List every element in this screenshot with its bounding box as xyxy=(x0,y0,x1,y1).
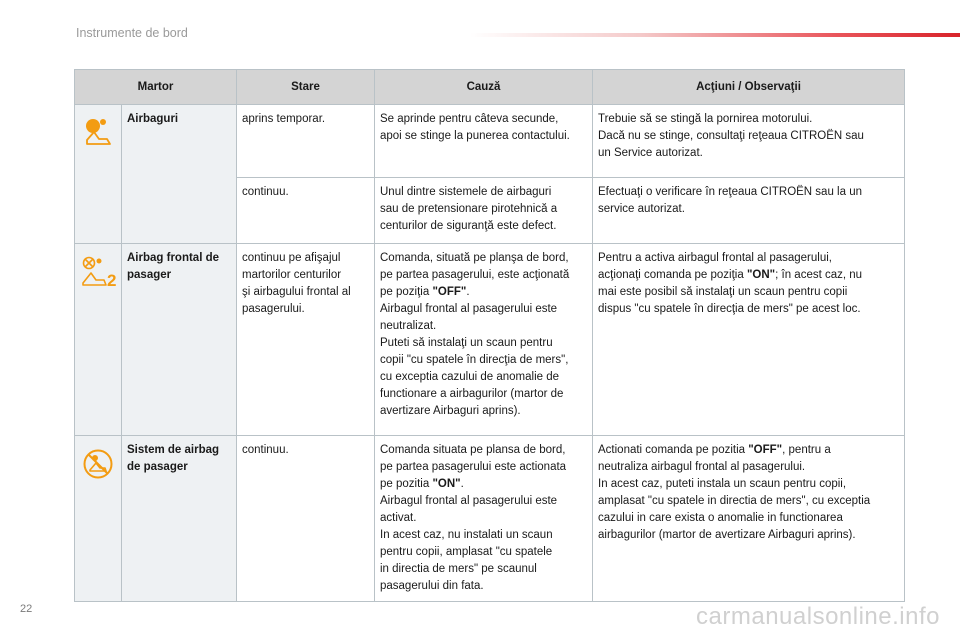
cell-line: de pasager xyxy=(127,461,188,473)
cell-line: Unul dintre sistemele de airbaguri xyxy=(380,186,552,198)
column-header-cauza: Cauză xyxy=(375,70,593,105)
warning-lights-table xyxy=(74,69,905,602)
indicator-cell xyxy=(75,105,122,244)
cell-line: pe poziţia "OFF". xyxy=(380,286,470,298)
cell-line: In acest caz, puteti instala un scaun pentru copii, xyxy=(598,478,847,490)
action-cell xyxy=(593,105,905,178)
state-cell xyxy=(237,178,375,244)
cause-cell xyxy=(375,436,593,602)
indicator-cell xyxy=(75,244,122,436)
cell-line: pasagerului din fata. xyxy=(380,580,484,592)
cell-line: pe partea pasagerului, este acţionată xyxy=(380,269,570,281)
passenger-airbag-off-icon xyxy=(80,256,118,294)
cell-line: avertizare Airbaguri aprins). xyxy=(380,405,521,417)
cell-line: service autorizat. xyxy=(598,203,685,215)
action-cell xyxy=(593,244,905,436)
column-header-martor: Martor xyxy=(75,70,237,105)
cell-line: centurilor de siguranţă este defect. xyxy=(380,220,557,232)
cell-line: airbagurilor (martor de avertizare Airbaguri aprins). xyxy=(598,529,856,541)
cell-line: Sistem de airbag xyxy=(127,444,220,456)
cell-line: Airbagul frontal al pasagerului este xyxy=(380,495,558,507)
page-number: 22 xyxy=(20,603,33,615)
cell-line: aprins temporar. xyxy=(242,113,326,125)
cell-line: activat. xyxy=(380,512,417,524)
indicator-name xyxy=(122,105,237,244)
page-header-title: Instrumente de bord xyxy=(76,26,188,40)
cause-cell xyxy=(375,105,593,178)
cell-line: apoi se stinge la punerea contactului. xyxy=(380,130,570,142)
cell-line: Comanda, situată pe planşa de bord, xyxy=(380,252,569,264)
cell-line: In acest caz, nu instalati un scaun xyxy=(380,529,553,541)
cell-line: Dacă nu se stinge, consultaţi reţeaua CITROËN sau xyxy=(598,130,864,142)
cell-line: continuu pe afişajul xyxy=(242,252,341,264)
cell-line: cu exceptia cazului de anomalie de xyxy=(380,371,560,383)
cell-line: Pentru a activa airbagul frontal al pasagerului, xyxy=(598,252,832,264)
cell-line: continuu. xyxy=(242,444,289,456)
cell-line: Airbagul frontal al pasagerului este xyxy=(380,303,558,315)
cell-line: neutralizat. xyxy=(380,320,437,332)
cell-line: Actionati comanda pe pozitia "OFF", pentru a xyxy=(598,444,831,456)
cell-line: amplasat "cu spatele in directia de mers", cu exceptia xyxy=(598,495,871,507)
cell-line: pe partea pasagerului este actionata xyxy=(380,461,567,473)
cell-line: pe pozitia "ON". xyxy=(380,478,464,490)
cell-line: cazului in care exista o anomalie in functionarea xyxy=(598,512,843,524)
table-row xyxy=(75,244,905,436)
cell-line: pasagerului. xyxy=(242,303,305,315)
cell-line: martorilor centurilor xyxy=(242,269,342,281)
cell-line: pasager xyxy=(127,269,172,281)
cell-line: sau de pretensionare pirotehnică a xyxy=(380,203,558,215)
indicator-name xyxy=(122,244,237,436)
action-cell xyxy=(593,178,905,244)
indicator-name xyxy=(122,436,237,602)
state-cell xyxy=(237,105,375,178)
cell-line: un Service autorizat. xyxy=(598,147,703,159)
action-cell xyxy=(593,436,905,602)
airbag-icon xyxy=(83,117,113,153)
cell-line: Trebuie să se stingă la pornirea motorului. xyxy=(598,113,813,125)
cause-cell xyxy=(375,178,593,244)
cell-line: Se aprinde pentru câteva secunde, xyxy=(380,113,559,125)
table-row xyxy=(75,105,905,178)
header-accent-bar xyxy=(470,33,960,37)
cell-line: continuu. xyxy=(242,186,289,198)
cell-line: mai este posibil să instalaţi un scaun pentru copii xyxy=(598,286,848,298)
cell-line: pentru copii, amplasat "cu spatele xyxy=(380,546,553,558)
watermark: carmanualsonline.info xyxy=(696,603,940,630)
cell-line: şi airbagului frontal al xyxy=(242,286,351,298)
cell-line: copii "cu spatele în direcţia de mers", xyxy=(380,354,569,366)
table-header-row xyxy=(75,70,905,105)
cell-line: Efectuaţi o verificare în reţeaua CITROËN sau la un xyxy=(598,186,862,198)
state-cell xyxy=(237,436,375,602)
passenger-airbag-on-icon xyxy=(82,448,114,486)
cell-line: functionare a airbagurilor (martor de xyxy=(380,388,564,400)
cell-line: in directia de mers" pe scaunul xyxy=(380,563,537,575)
cell-line: neutraliza airbagul frontal al pasagerului. xyxy=(598,461,806,473)
column-header-actiuni: Acţiuni / Observaţii xyxy=(593,70,905,105)
column-header-stare: Stare xyxy=(237,70,375,105)
cell-line: Airbaguri xyxy=(127,113,179,125)
cell-line: Puteti să instalaţi un scaun pentru xyxy=(380,337,553,349)
svg-text:2: 2 xyxy=(107,271,117,288)
indicator-cell xyxy=(75,436,122,602)
cell-line: acţionaţi comanda pe poziţia "ON"; în acest caz, nu xyxy=(598,269,863,281)
table-row xyxy=(75,436,905,602)
cell-line: Airbag frontal de xyxy=(127,252,220,264)
state-cell xyxy=(237,244,375,436)
cell-line: dispus "cu spatele în direcţia de mers" pe acest loc. xyxy=(598,303,861,315)
cell-line: Comanda situata pe plansa de bord, xyxy=(380,444,566,456)
cause-cell xyxy=(375,244,593,436)
